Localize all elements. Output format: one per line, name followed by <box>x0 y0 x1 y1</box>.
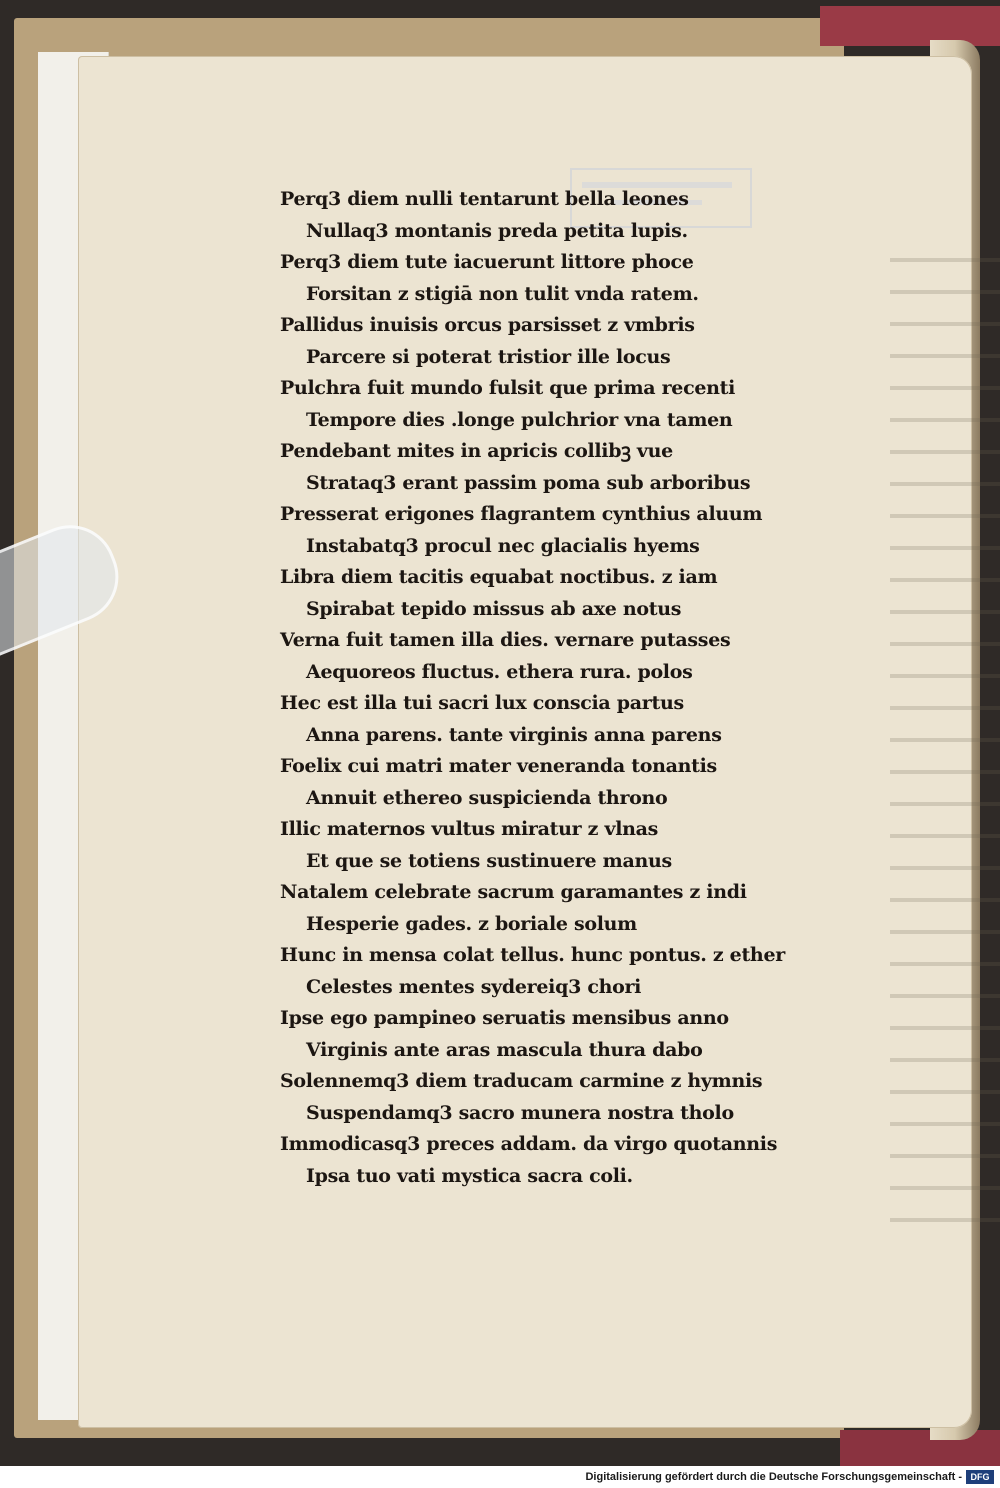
poem-line: Celestes mentes sydereiq3 chori <box>306 975 642 998</box>
poem-line: Verna fuit tamen illa dies. vernare putasses <box>280 629 731 651</box>
poem-line: Hec est illa tui sacri lux conscia partus <box>280 692 684 714</box>
poem-line: Ipsa tuo vati mystica sacra coli. <box>306 1164 633 1187</box>
poem-line: Libra diem tacitis equabat noctibus. z iam <box>280 566 718 588</box>
poem-line: Instabatq3 procul nec glacialis hyems <box>306 534 700 557</box>
poem-line: Virginis ante aras mascula thura dabo <box>306 1038 703 1061</box>
poem-line: Perq3 diem nulli tentarunt bella leones <box>280 188 689 210</box>
show-through-text <box>890 236 1000 1236</box>
poem-line: Foelix cui matri mater veneranda tonantis <box>280 755 717 777</box>
poem-line: Presserat erigones flagrantem cynthius aluum <box>280 503 763 525</box>
poem-line: Annuit ethereo suspicienda throno <box>306 786 668 809</box>
poem-line: Spirabat tepido missus ab axe notus <box>306 597 682 620</box>
footer-bar <box>0 1466 1000 1488</box>
dfg-logo-icon: DFG <box>966 1470 994 1484</box>
poem-line: Illic maternos vultus miratur z vlnas <box>280 818 659 840</box>
poem-line: Pallidus inuisis orcus parsisset z vmbris <box>280 314 695 336</box>
poem-line: Perq3 diem tute iacuerunt littore phoce <box>280 251 694 273</box>
poem-line: Ipse ego pampineo seruatis mensibus anno <box>280 1007 729 1029</box>
poem-line: Aequoreos fluctus. ethera rura. polos <box>306 660 693 683</box>
poem-line: Et que se totiens sustinuere manus <box>306 849 672 872</box>
funding-credit: Digitalisierung gefördert durch die Deutsche Forschungsgemeinschaft - <box>585 1471 962 1483</box>
poem-line: Immodicasq3 preces addam. da virgo quotannis <box>280 1133 778 1155</box>
poem-line: Suspendamq3 sacro munera nostra tholo <box>306 1101 734 1124</box>
poem-line: Parcere si poterat tristior ille locus <box>306 345 671 368</box>
poem-line: Pendebant mites in apricis collibꝫ vue <box>280 440 673 462</box>
poem-line: Tempore dies .longe pulchrior vna tamen <box>306 408 733 431</box>
poem-line: Hunc in mensa colat tellus. hunc pontus. z ether <box>280 944 785 966</box>
poem-line: Pulchra fuit mundo fulsit que prima recenti <box>280 377 736 399</box>
poem-line: Solennemq3 diem traducam carmine z hymnis <box>280 1070 763 1092</box>
poem-line: Hesperie gades. z boriale solum <box>306 912 637 935</box>
poem-line: Nullaq3 montanis preda petita lupis. <box>306 219 688 242</box>
poem-line: Natalem celebrate sacrum garamantes z indi <box>280 881 747 903</box>
binding-cloth-top <box>820 6 1000 46</box>
poem-line: Anna parens. tante virginis anna parens <box>306 723 722 746</box>
poem-text <box>280 184 800 1192</box>
poem-line: Strataq3 erant passim poma sub arboribus <box>306 471 751 494</box>
poem-line: Forsitan z stigiā non tulit vnda ratem. <box>306 282 699 305</box>
binding-cloth-bottom <box>840 1430 1000 1466</box>
